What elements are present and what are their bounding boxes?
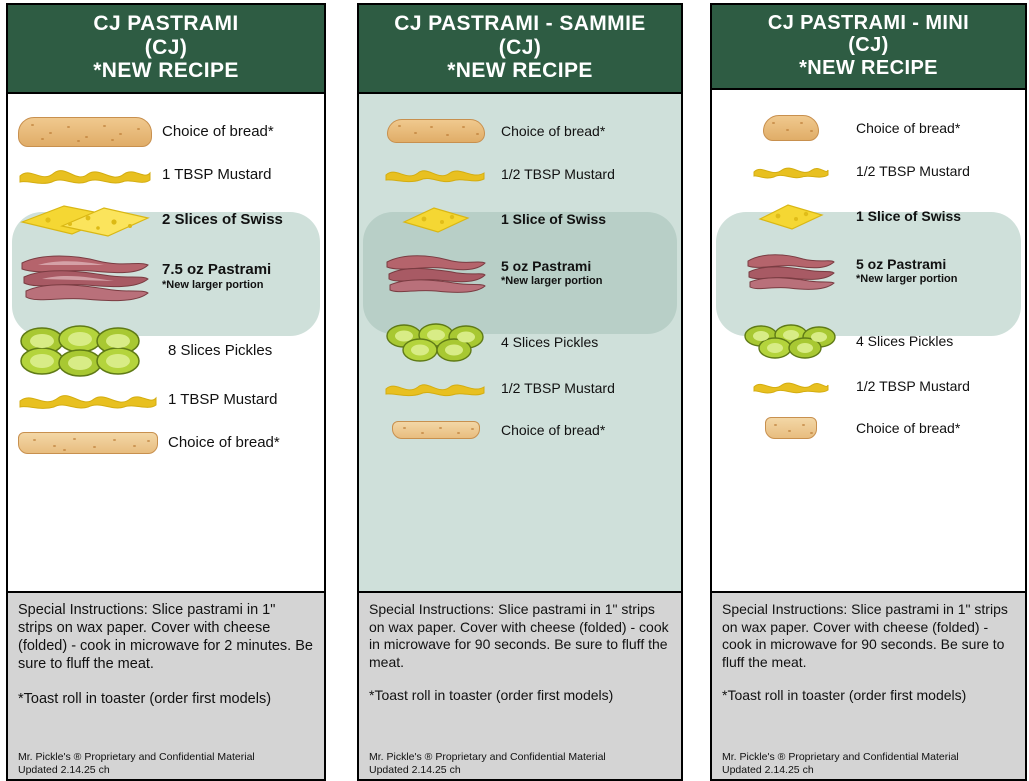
footnote-line-1: Mr. Pickle's ® Proprietary and Confidential Material [369, 750, 606, 763]
bread-top-icon [18, 117, 152, 147]
ingredient-row [18, 322, 314, 380]
ingredient-label: 5 oz Pastrami *New larger portion [856, 256, 958, 286]
instructions-text: Special Instructions: Slice pastrami in 1" strips on wax paper. Cover with cheese (folded) - cook in microwave for 90 seconds. Be sure to fluff the meat. [722, 601, 1008, 670]
ingredient-list [359, 94, 681, 591]
ingredient-label: Choice of bread* [856, 420, 961, 437]
ingredient-row [18, 108, 314, 156]
card-title-line-3: *NEW RECIPE [447, 59, 593, 83]
swiss-cheese-icon [736, 199, 846, 233]
toast-note: *Toast roll in toaster (order first models) [369, 687, 614, 703]
ingredient-label: 2 Slices of Swiss [162, 210, 283, 228]
toast-note: *Toast roll in toaster (order first models) [722, 687, 967, 703]
ingredient-list [712, 90, 1025, 591]
ingredient-label: Choice of bread* [162, 122, 274, 140]
ingredient-label: Choice of bread* [168, 433, 280, 451]
bread-bottom-icon [736, 417, 846, 439]
ingredient-sublabel: *New larger portion [856, 273, 958, 286]
ingredient-label: Choice of bread* [501, 122, 606, 139]
ingredient-label: 1/2 TBSP Mustard [501, 165, 615, 182]
card-title-line-1: CJ PASTRAMI - MINI [767, 12, 970, 34]
bread-bottom-icon [18, 432, 158, 454]
footnote-line-1: Mr. Pickle's ® Proprietary and Confidential Material [18, 750, 255, 763]
ingredient-row [381, 244, 671, 302]
instructions-text: Special Instructions: Slice pastrami in 1" strips on wax paper. Cover with cheese (folded) - cook in microwave for 2 minutes. Be sure to fluff the meat. [18, 602, 313, 673]
ingredient-row [736, 242, 1015, 300]
card-title-line-3: *NEW RECIPE [93, 59, 239, 83]
ingredient-label: 4 Slices Pickles [856, 333, 954, 350]
recipe-card-cj-pastrami-sammie [357, 3, 683, 781]
card-title-line-2: (CJ) [848, 34, 889, 57]
ingredient-row [18, 420, 314, 466]
bread-bottom-icon [381, 421, 491, 439]
card-title [359, 5, 681, 94]
ingredient-label: 1 TBSP Mustard [168, 390, 278, 408]
card-title-line-2: (CJ) [144, 35, 188, 59]
bread-top-icon [736, 115, 846, 141]
footnote [18, 751, 255, 777]
ingredient-label: 7.5 oz Pastrami *New larger portion [162, 261, 272, 292]
footnote-line-2: Updated 2.14.25 ch [18, 763, 110, 776]
footnote [722, 751, 959, 777]
ingredient-label: 1/2 TBSP Mustard [856, 378, 970, 395]
ingredient-label: 8 Slices Pickles [168, 341, 273, 359]
footnote-line-1: Mr. Pickle's ® Proprietary and Confidential Material [722, 750, 959, 763]
ingredient-row [736, 152, 1015, 190]
ingredient-row [18, 194, 314, 246]
ingredient-row [18, 380, 314, 420]
swiss-cheese-icon [18, 200, 152, 240]
card-title-line-3: *NEW RECIPE [799, 56, 938, 79]
bread-top-icon [381, 119, 491, 143]
ingredient-row [381, 108, 671, 154]
recipe-card-cj-pastrami-mini [710, 3, 1027, 781]
ingredient-label: 1 TBSP Mustard [162, 165, 272, 183]
ingredient-label: 4 Slices Pickles [501, 333, 599, 350]
footnote-line-2: Updated 2.14.25 ch [722, 763, 814, 776]
ingredient-row [381, 408, 671, 452]
ingredient-label: 1/2 TBSP Mustard [501, 379, 615, 396]
mustard-icon [18, 389, 158, 411]
ingredient-label: Choice of bread* [501, 421, 606, 438]
ingredient-row [381, 368, 671, 408]
pickles-icon [18, 325, 158, 377]
swiss-cheese-icon [381, 202, 491, 236]
ingredient-label: 5 oz Pastrami *New larger portion [501, 257, 603, 287]
ingredient-row [18, 246, 314, 308]
ingredient-label: 1/2 TBSP Mustard [856, 163, 970, 180]
card-title-line-2: (CJ) [498, 35, 542, 59]
card-title [8, 5, 324, 94]
special-instructions [8, 591, 324, 779]
ingredient-row [381, 154, 671, 194]
mustard-icon [736, 162, 846, 180]
card-title-line-1: CJ PASTRAMI [93, 12, 239, 35]
special-instructions [359, 591, 681, 779]
recipe-card-cj-pastrami [6, 3, 326, 781]
ingredient-row [736, 316, 1015, 366]
ingredient-sublabel: *New larger portion [501, 274, 603, 287]
mustard-icon [381, 378, 491, 398]
ingredient-row [736, 104, 1015, 152]
ingredient-sublabel: *New larger portion [162, 279, 264, 292]
mustard-icon [381, 164, 491, 184]
toast-note: *Toast roll in toaster (order first models) [18, 690, 272, 707]
pastrami-icon [18, 249, 152, 305]
ingredient-row [18, 156, 314, 194]
card-title-line-1: CJ PASTRAMI - SAMMIE [394, 12, 646, 35]
pickles-icon [736, 323, 846, 359]
ingredient-row [381, 316, 671, 368]
ingredient-label: Choice of bread* [856, 120, 961, 137]
mustard-icon [736, 377, 846, 395]
ingredient-row [736, 406, 1015, 450]
ingredient-row [381, 194, 671, 244]
pastrami-icon [736, 249, 846, 293]
ingredient-list [8, 94, 324, 591]
footnote-line-2: Updated 2.14.25 ch [369, 763, 461, 776]
pastrami-icon [381, 250, 491, 296]
pickles-icon [381, 322, 491, 362]
card-title [712, 5, 1025, 90]
ingredient-row [736, 190, 1015, 242]
ingredient-row [736, 366, 1015, 406]
ingredient-label: 1 Slice of Swiss [856, 208, 962, 225]
ingredient-label: 1 Slice of Swiss [501, 210, 607, 227]
footnote [369, 751, 606, 777]
special-instructions [712, 591, 1025, 779]
mustard-icon [18, 164, 152, 186]
instructions-text: Special Instructions: Slice pastrami in 1" strips on wax paper. Cover with cheese (folded) - cook in microwave for 90 seconds. Be sure to fluff the meat. [369, 601, 669, 670]
